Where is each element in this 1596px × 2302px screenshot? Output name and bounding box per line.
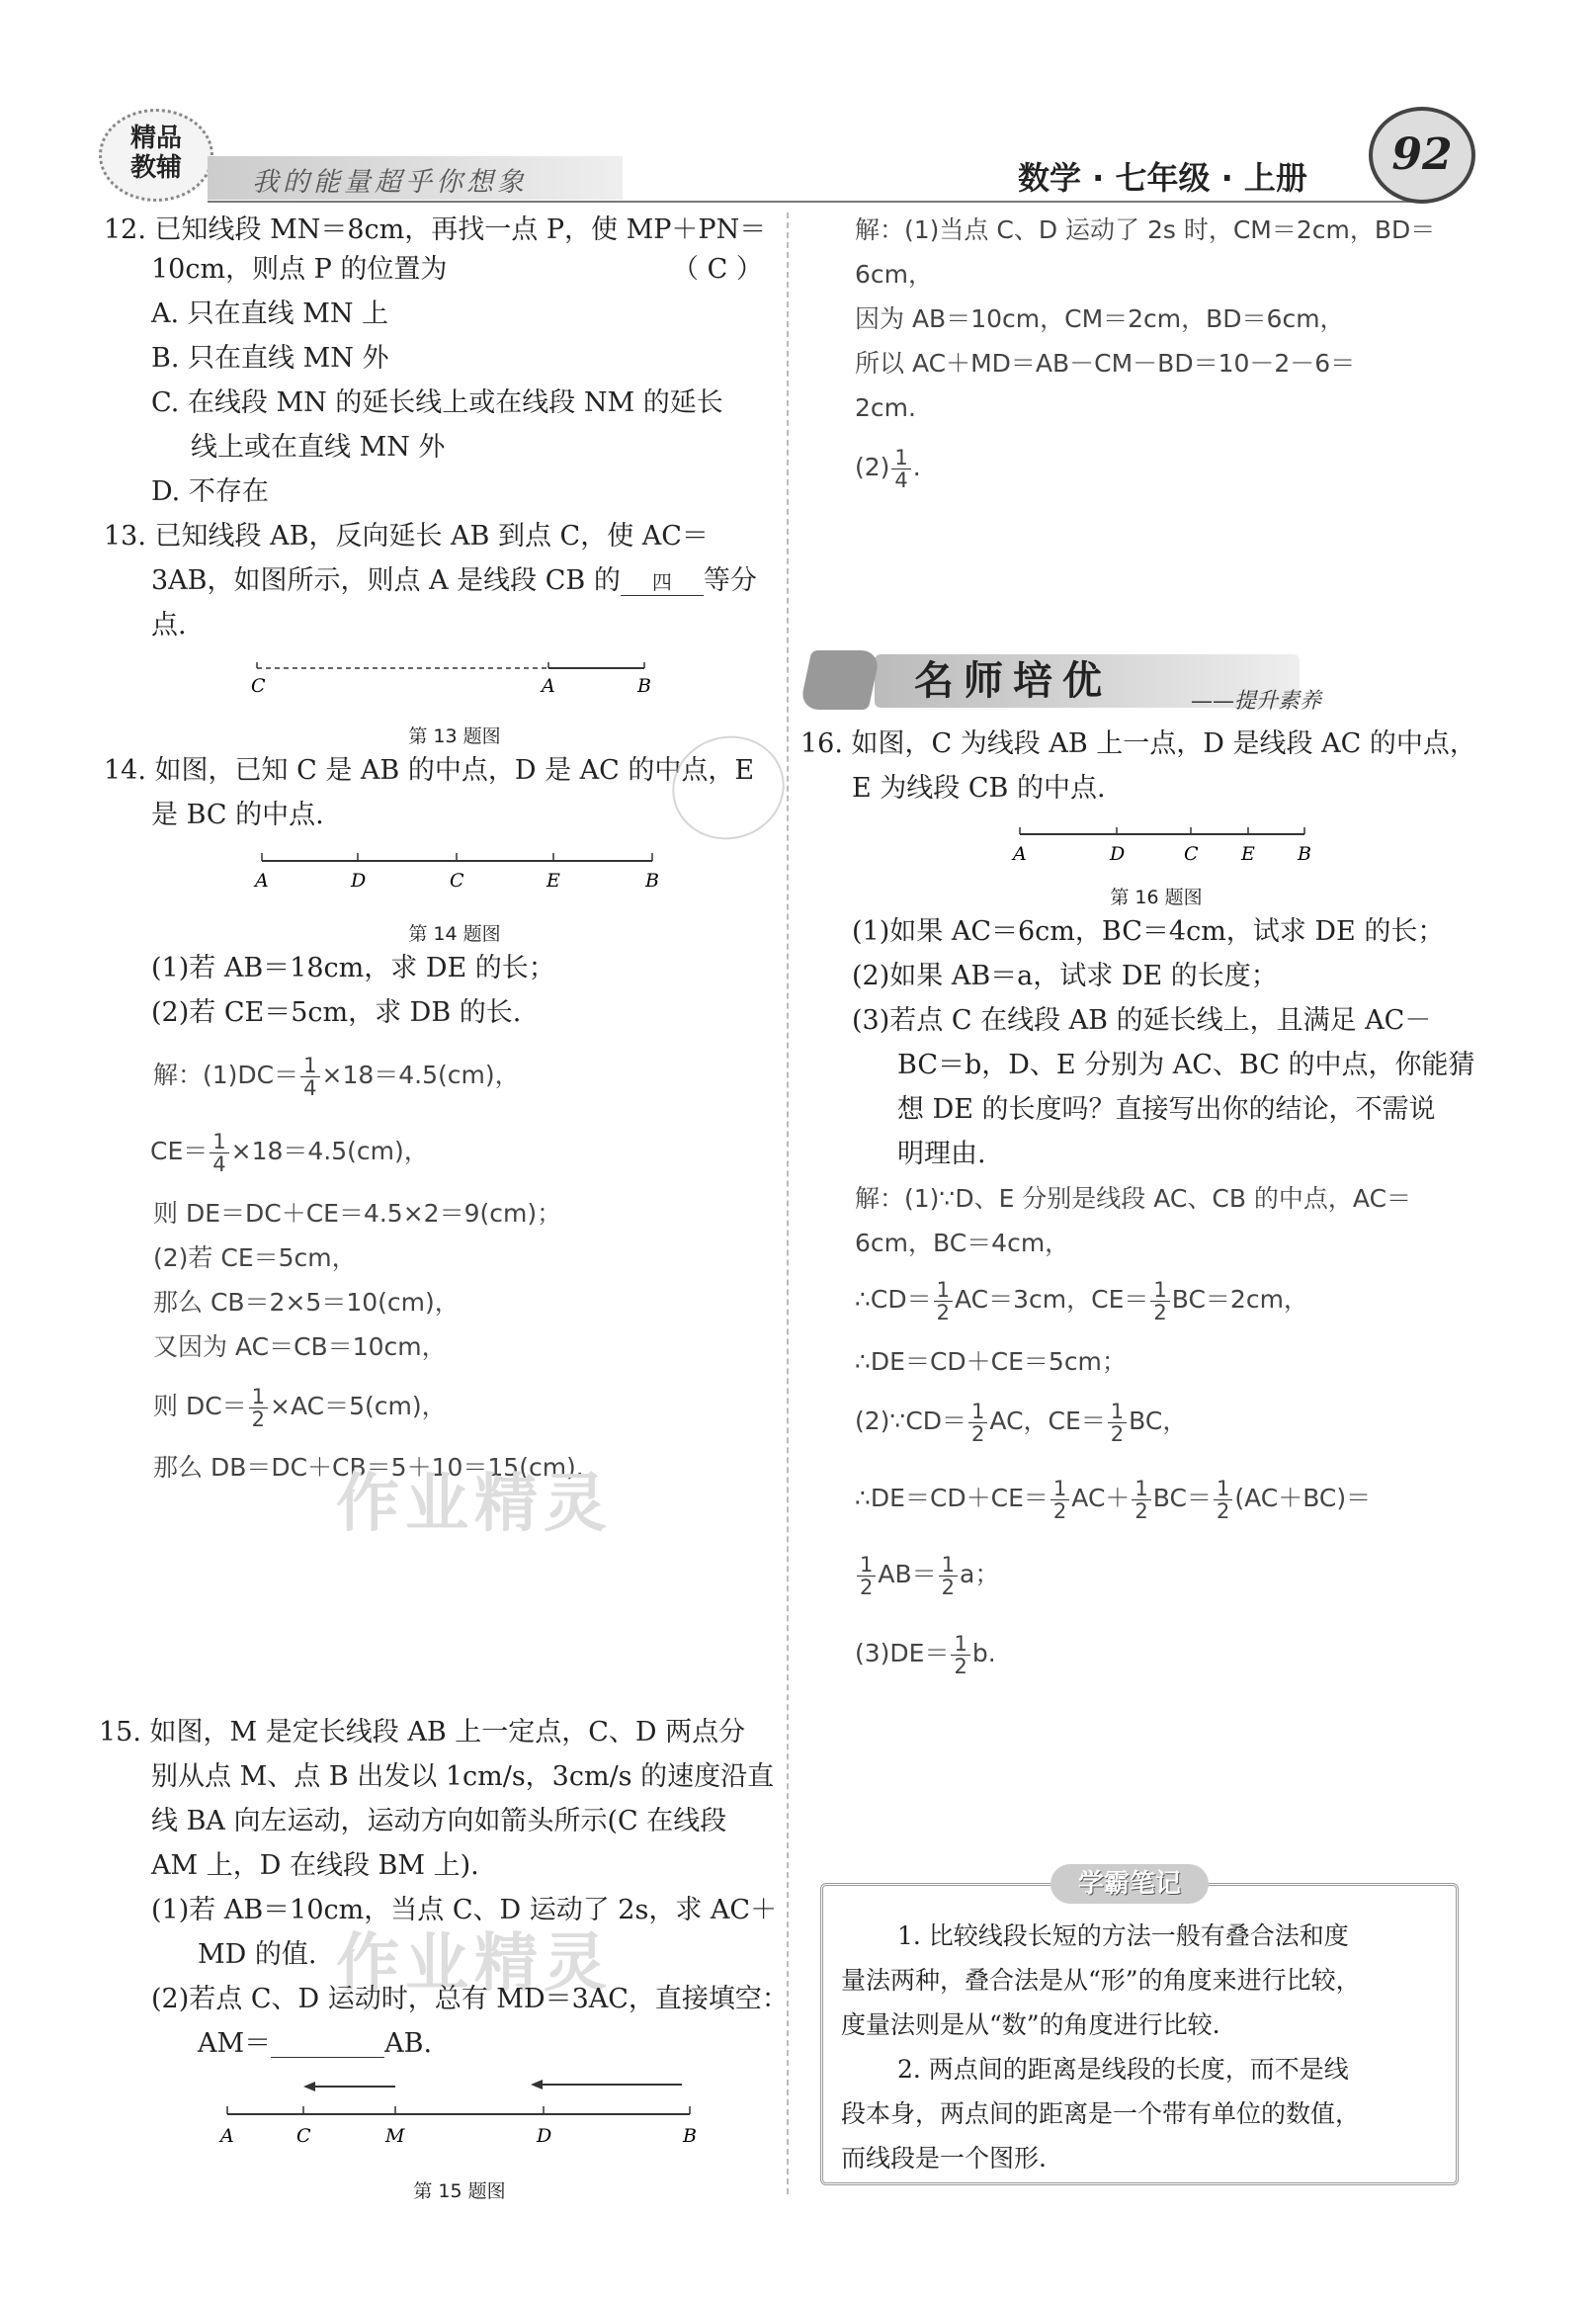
fraction-one-half	[1108, 1401, 1127, 1445]
frac-num: 1	[968, 1401, 987, 1423]
q14-line2: 是 BC 的中点.	[151, 800, 324, 830]
frac-num: 1	[249, 1386, 268, 1408]
frac-num: 1	[891, 447, 910, 469]
q14-part2: (2)若 CE＝5cm，求 DB 的长.	[151, 997, 522, 1028]
q14-figure	[247, 845, 682, 895]
q16-sol8-b: b.	[971, 1639, 996, 1667]
q12-option-d: D. 不存在	[151, 476, 269, 507]
q15-sol-line5: 2cm.	[855, 393, 916, 422]
q13-figure	[237, 652, 672, 702]
q14-label-e: E	[546, 870, 560, 892]
q16-sol-line3	[855, 1277, 1308, 1323]
q14-caption: 第 14 题图	[408, 923, 501, 945]
notes-box	[820, 1869, 1459, 2185]
frac-den: 4	[212, 1151, 226, 1176]
frac-num: 1	[934, 1279, 953, 1302]
frac-num: 1	[300, 1055, 319, 1077]
q16-sol-line1: 解：(1)∵D、E 分别是线段 AC、CB 的中点，AC＝	[855, 1184, 1412, 1213]
frac-den: 2	[1216, 1498, 1230, 1523]
q14-sol-line6: 又因为 AC＝CB＝10cm，	[153, 1332, 447, 1361]
q14-sol1-post: ×18＝4.5(cm)，	[321, 1061, 520, 1089]
q15-sol-line4: 所以 AC＋MD＝AB－CM－BD＝10－2－6＝	[855, 349, 1356, 378]
q15-part2: (2)若点 C、D 运动时，总有 MD＝3AC，直接填空：	[151, 1984, 789, 2014]
watermark-1: 作业精灵	[336, 1468, 613, 1541]
q15-line3: 线 BA 向左运动，运动方向如箭头所示(C 在线段	[151, 1806, 727, 1836]
fraction-one-half	[951, 1633, 969, 1677]
notes-p2a: 2. 两点间的距离是线段的长度，而不是线	[897, 2055, 1349, 2084]
q15-arrowhead-d	[531, 2080, 543, 2089]
header-rule	[208, 201, 1423, 203]
q16-label-d: D	[1110, 843, 1126, 865]
page-number-badge	[1369, 107, 1475, 204]
q16-sol3-b: AC＝3cm，CE＝	[955, 1285, 1149, 1314]
frac-den: 2	[971, 1421, 985, 1446]
q16-part3d: 明理由.	[897, 1139, 986, 1169]
q16-part3b: BC＝b，D、E 分别为 AC、BC 的中点，你能猜	[897, 1050, 1475, 1080]
slogan: 我的能量超乎你想象	[252, 167, 528, 198]
q14-sol2-pre: CE＝	[150, 1137, 209, 1165]
q12-line2: 10cm，则点 P 的位置为	[151, 254, 448, 285]
q13-line2-end: 等分	[703, 565, 757, 596]
notes-title: 学霸笔记	[1077, 1869, 1181, 1899]
q13-caption: 第 13 题图	[408, 725, 501, 747]
frac-num: 1	[857, 1554, 876, 1577]
q16-sol3-c: BC＝2cm，	[1171, 1285, 1308, 1314]
frac-num: 1	[939, 1554, 958, 1577]
fraction-one-quarter	[210, 1131, 228, 1175]
logo-line2: 教辅	[129, 153, 182, 183]
frac-den: 2	[1052, 1498, 1067, 1523]
q15-sol-line2: 6cm，	[855, 260, 934, 289]
frac-den: 2	[1134, 1498, 1148, 1523]
q12-line1: 12. 已知线段 MN＝8cm，再找一点 P，使 MP＋PN＝	[104, 214, 767, 245]
frac-num: 1	[951, 1633, 969, 1656]
q15-sol-line6	[855, 445, 921, 491]
q15-label-c: C	[296, 2125, 311, 2147]
q14-sol7-pre: 则 DC＝	[153, 1392, 247, 1420]
fraction-one-half	[857, 1554, 876, 1598]
q14-sol-line2	[150, 1129, 429, 1175]
fraction-one-half	[1150, 1279, 1169, 1323]
q15-line2: 别从点 M、点 B 出发以 1cm/s，3cm/s 的速度沿直	[151, 1761, 775, 1792]
q15-label-m: M	[385, 2125, 405, 2147]
frac-num: 1	[1132, 1478, 1150, 1500]
q14-sol-line4: (2)若 CE＝5cm，	[153, 1243, 357, 1272]
notes-p1c: 度量法则是从“数”的角度进行比较.	[841, 2010, 1220, 2039]
q13-line2-text: 3AB，如图所示，则点 A 是线段 CB 的	[151, 565, 621, 596]
q16-figure	[1008, 820, 1334, 866]
q15-answer-blank	[271, 2031, 384, 2058]
q16-sol6-a: ∴DE＝CD＋CE＝	[855, 1484, 1049, 1512]
frac-num: 1	[1214, 1478, 1232, 1500]
q16-line1: 16. 如图，C 为线段 AB 上一点，D 是线段 AC 的中点，	[800, 728, 1476, 759]
section-subtitle: ——提升素养	[1191, 689, 1322, 714]
q14-sol1-pre: 解：(1)DC＝	[153, 1061, 299, 1089]
q14-label-a: A	[255, 870, 269, 892]
q15-fill-pre: AM＝	[198, 2028, 272, 2059]
q12-option-c2: 线上或在直线 MN 外	[191, 432, 446, 463]
q14-sol-line8: 那么 DB＝DC＋CB＝5＋10＝15(cm).	[153, 1453, 584, 1482]
q15-sol6-pre: (2)	[855, 453, 890, 481]
q14-sol2-post: ×18＝4.5(cm)，	[230, 1137, 429, 1165]
q14-label-b: B	[645, 870, 659, 892]
q12-option-a: A. 只在直线 MN 上	[151, 298, 389, 329]
frac-den: 2	[1110, 1421, 1125, 1446]
header	[0, 0, 1596, 213]
q13-answer-blank: 四	[621, 569, 704, 596]
q13-line2	[151, 558, 757, 603]
watermark-2: 作业精灵	[336, 1927, 613, 2001]
q13-label-c: C	[251, 675, 266, 697]
q16-sol6-d: (AC＋BC)＝	[1234, 1484, 1372, 1512]
q12-answer: （ C ）	[672, 254, 763, 285]
q16-part3c: 想 DE 的长度吗？直接写出你的结论，不需说	[897, 1094, 1436, 1125]
fraction-one-half	[1050, 1478, 1069, 1522]
q16-sol5-b: AC，CE＝	[989, 1407, 1106, 1435]
notes-p1b: 量法两种，叠合法是从“形”的角度来进行比较，	[841, 1966, 1361, 1995]
frac-den: 2	[954, 1654, 967, 1678]
q15-part1a: (1)若 AB＝10cm，当点 C、D 运动了 2s，求 AC＋	[151, 1895, 778, 1925]
frac-den: 2	[936, 1300, 950, 1324]
fraction-one-quarter	[891, 447, 910, 491]
q15-arrowhead-c	[303, 2082, 315, 2091]
q16-label-b: B	[1298, 843, 1311, 865]
fraction-one-quarter	[300, 1055, 319, 1099]
section-title: 名师培优	[914, 658, 1112, 704]
q14-sol-line1	[153, 1053, 520, 1099]
page-number: 92	[1391, 129, 1453, 180]
q12-option-b: B. 只在直线 MN 外	[151, 343, 389, 374]
q15-caption: 第 15 题图	[413, 2180, 506, 2202]
frac-num: 1	[1150, 1279, 1169, 1302]
book-title: 数学 · 七年级 · 上册	[1018, 159, 1307, 197]
column-divider	[787, 213, 789, 2194]
q16-sol6-b: AC＋	[1071, 1484, 1131, 1512]
q14-sol-line3: 则 DE＝DC＋CE＝4.5×2＝9(cm)；	[153, 1199, 562, 1228]
notes-p2b: 段本身，两点间的距离是一个带有单位的数值，	[841, 2099, 1361, 2128]
q15-label-b: B	[683, 2125, 697, 2147]
q14-part1: (1)若 AB＝18cm，求 DE 的长；	[151, 953, 555, 983]
q14-sol7-post: ×AC＝5(cm)，	[270, 1392, 447, 1420]
q16-sol-line6	[855, 1476, 1371, 1522]
notes-p1a: 1. 比较线段长短的方法一般有叠合法和度	[897, 1921, 1349, 1950]
q12-option-c1: C. 在线段 MN 的延长线上或在线段 NM 的延长	[151, 387, 723, 418]
frac-den: 4	[303, 1075, 317, 1100]
q16-sol-line2: 6cm，BC＝4cm，	[855, 1229, 1070, 1257]
q15-sol-line3: 因为 AB＝10cm，CM＝2cm，BD＝6cm，	[855, 304, 1345, 333]
q15-part2-fill	[198, 2021, 432, 2066]
frac-den: 2	[941, 1575, 956, 1599]
q16-sol-line8	[855, 1631, 996, 1677]
q16-sol5-a: (2)∵CD＝	[855, 1407, 967, 1435]
q15-part1b: MD 的值.	[198, 1939, 317, 1970]
frac-den: 2	[1153, 1300, 1167, 1324]
q16-part1: (1)如果 AC＝6cm，BC＝4cm，试求 DE 的长；	[852, 916, 1445, 947]
logo-badge	[99, 109, 213, 202]
fraction-one-half	[934, 1279, 953, 1323]
notes-title-badge	[1050, 1864, 1209, 1904]
q13-label-b: B	[637, 675, 651, 697]
q14-sol-line7	[153, 1384, 447, 1430]
frac-num: 1	[1050, 1478, 1069, 1500]
q16-sol7-b: a；	[960, 1560, 1000, 1588]
q13-line1: 13. 已知线段 AB，反向延长 AB 到点 C，使 AC＝	[104, 521, 709, 552]
q14-label-d: D	[351, 870, 367, 892]
logo-line1: 精品	[129, 124, 182, 153]
q16-sol-line5	[855, 1399, 1187, 1445]
q14-label-c: C	[450, 870, 464, 892]
fraction-one-half	[249, 1386, 268, 1430]
fraction-one-half	[1214, 1478, 1232, 1522]
q15-fill-post: AB.	[384, 2028, 433, 2059]
q16-sol8-a: (3)DE＝	[855, 1639, 950, 1667]
q16-part3a: (3)若点 C 在线段 AB 的延长线上，且满足 AC－	[852, 1005, 1432, 1036]
q16-sol-line7	[855, 1552, 999, 1598]
section-banner	[805, 642, 1438, 722]
q16-sol5-c: BC，	[1129, 1407, 1188, 1435]
q13-label-a: A	[542, 675, 555, 697]
q15-line4: AM 上，D 在线段 BM 上).	[151, 1850, 479, 1881]
q16-line2: E 为线段 CB 的中点.	[852, 773, 1106, 804]
q16-part2: (2)如果 AB＝a，试求 DE 的长度；	[852, 961, 1278, 991]
fraction-one-half	[968, 1401, 987, 1445]
book-icon	[799, 650, 882, 710]
q15-label-a: A	[220, 2125, 234, 2147]
q15-sol-line1: 解：(1)当点 C、D 运动了 2s 时，CM＝2cm，BD＝	[855, 215, 1436, 244]
q16-label-e: E	[1241, 843, 1255, 865]
q16-sol6-c: BC＝	[1152, 1484, 1212, 1512]
stamp-seal	[660, 724, 796, 852]
frac-num: 1	[210, 1131, 228, 1153]
q15-line1: 15. 如图，M 是定长线段 AB 上一定点，C、D 两点分	[99, 1717, 746, 1748]
frac-den: 2	[251, 1407, 266, 1431]
fraction-one-half	[1132, 1478, 1150, 1522]
q16-caption: 第 16 题图	[1110, 887, 1203, 908]
q13-line3: 点.	[151, 610, 187, 640]
frac-num: 1	[1108, 1401, 1127, 1423]
q16-label-a: A	[1013, 843, 1027, 865]
q16-sol7-a: AB＝	[878, 1560, 937, 1588]
fraction-one-half	[939, 1554, 958, 1598]
frac-den: 4	[894, 468, 908, 492]
q15-figure	[212, 2071, 707, 2150]
frac-den: 2	[860, 1575, 874, 1599]
q15-sol6-post: .	[912, 453, 921, 481]
q16-sol3-a: ∴CD＝	[855, 1285, 932, 1314]
q16-label-c: C	[1184, 843, 1199, 865]
q14-sol-line5: 那么 CB＝2×5＝10(cm)，	[153, 1288, 460, 1317]
notes-p2c: 而线段是一个图形.	[841, 2144, 1047, 2173]
q15-label-d: D	[537, 2125, 552, 2147]
q16-sol-line4: ∴DE＝CD＋CE＝5cm；	[855, 1347, 1127, 1376]
q14-line1: 14. 如图，已知 C 是 AB 的中点，D 是 AC 的中点，E	[104, 755, 755, 786]
